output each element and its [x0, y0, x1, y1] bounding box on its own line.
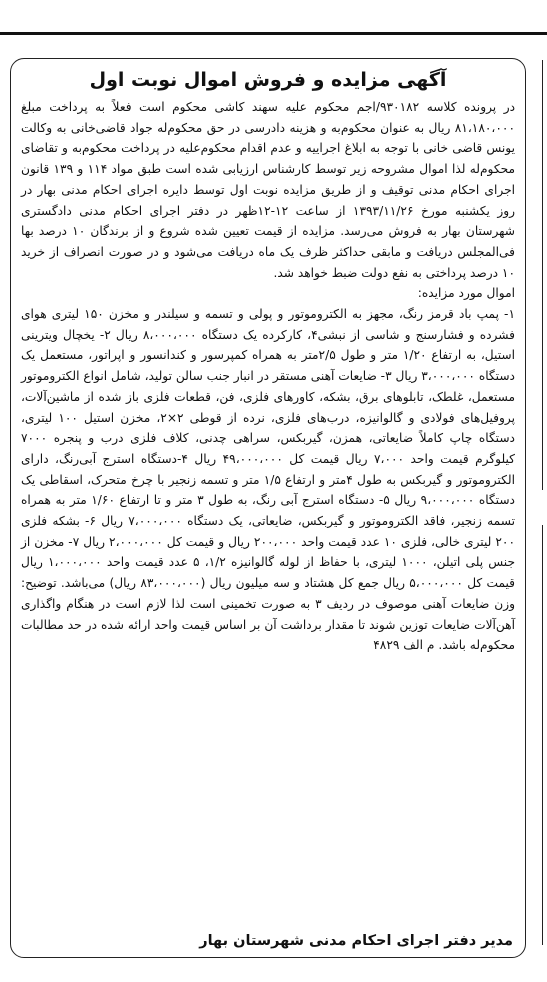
- column-divider-upper: [542, 60, 543, 490]
- notice-box: [10, 58, 526, 958]
- signature: مدیر دفتر اجرای احکام مدنی شهرستان بهار: [199, 933, 513, 949]
- notice-title: آگهی مزایده و فروش اموال نوبت اول: [89, 69, 447, 91]
- top-divider: [0, 32, 547, 35]
- notice-body: [21, 97, 515, 656]
- items-heading: اموال مورد مزایده:: [417, 286, 515, 301]
- items-paragraph: ۱- پمپ باد قرمز رنگ، مجهز به الکتروموتور و پولی و تسمه و سیلندر و مخزن ۱۵۰ لیتری هوای فشرده و فشارسنج و شاسی از نبشی۴، کارکرده یک دستگاه ۸،۰۰۰،۰۰۰ ریال ۲- یخچال ویترینی استیل، به ارتفاع ۱/۲۰ متر و طول ۲/۵متر به همراه کمپرسور و کندانسور و اپراتور، مستعمل یک دستگاه ۳،۰۰۰،۰۰۰ ریال ۳- ضایعات آهنی مستقر در انبار جنب سالن تولید، شامل انواع الکتروموتور مستعمل، غلطک، تابلوهای برق، بشکه، کاورهای فلزی، فن، قطعات فلزی باز شده از ماشین‌آلات، پروفیل‌های فولادی و گالوانیزه، درب‌های فلزی، نرده از قوطی ۲×۲، مخزن استیل ۱۰۰ لیتری، دستگاه چاپ کاملاً ضایعاتی، همزن، گیربکس، سراهی چدنی، کلاف فلزی درب و پنجره ۷۰۰۰ کیلوگرم قیمت واحد ۷،۰۰۰ ریال قیمت کل ۴۹،۰۰۰،۰۰۰ ریال ۴-دستگاه استرج آبی‌رنگ، دارای الکتروموتور و گیربکس به طول ۴متر و ارتفاع ۱/۵ متر و تسمه زنجیر با چرخ متحرک، اسقاطی یک دستگاه ۹،۰۰۰،۰۰۰ ریال ۵- دستگاه استرج آبی رنگ، به طول ۳ متر و تا ارتفاع ۱/۶۰ متر به همراه تسمه زنجیر، فاقد الکتروموتور و گیربکس، ضایعاتی، یک دستگاه ۷،۰۰۰،۰۰۰ ریال ۶- بشکه فلزی ۲۰۰ لیتری خالی، فلزی ۱۰ عدد قیمت واحد ۲۰۰،۰۰۰ ریال و قیمت کل ۲،۰۰۰،۰۰۰ ریال ۷- مخزن از جنس پلی اتیلن، ۱۰۰۰ لیتری، با حفاظ از لوله گالوانیزه ۱/۲، ۵ عدد قیمت واحد ۱،۰۰۰،۰۰۰ ریال قیمت کل ۵،۰۰۰،۰۰۰ ریال جمع کل هشتاد و سه میلیون ریال (۸۳،۰۰۰،۰۰۰ ریال) می‌باشد. توضیح: وزن ضایعات آهنی موصوف در ردیف ۳ به صورت تخمینی است لذا لازم است در هنگام واگذاری آهن‌آلات ضایعات توزین شوند تا مقدار برداشت آن بر اساس قیمت واحد ارائه شده در حد مطالبات محکوم‌له باشد. م الف ۴۸۲۹: [21, 307, 516, 653]
- notice-intro-paragraph: در پرونده کلاسه ۹۳۰۱۸۲/اجم محکوم علیه سهند کاشی محکوم است فعلاً به پرداخت مبلغ ۸۱،۱۸۰،۰۰۰ ریال به عنوان محکوم‌به و هزینه دادرسی در حق محکوم‌له جواد قاضی‌خانی به وکالت یونس قاضی خانی با توجه به ابلاغ اجراییه و عدم اقدام محکوم‌علیه در پرداخت محکوم‌به و تقاضای محکوم‌له لذا اموال مشروحه زیر توسط کارشناس ارزیابی شده است طبق مواد ۱۱۴ و ۱۳۹ قانون اجرای احکام مدنی توقیف و از طریق مزایده نوبت اول توسط دایره اجرای احکام مدنی بهار در روز یکشنبه مورخ ۱۳۹۳/۱۱/۲۶ از ساعت ۱۲-۱۲ظهر در دفتر اجرای احکام مدنی دادگستری شهرستان بهار به فروش می‌رسد. مزایده از قیمت تعیین شده شروع و از برندگان ۱۰ درصد بها فی‌المجلس دریافت و مابقی حداکثر ظرف یک ماه دریافت می‌شود و در صورت انصراف از خرید ۱۰ درصد پرداختی به نفع دولت ضبط خواهد شد.: [21, 100, 516, 280]
- column-divider-lower: [542, 525, 543, 945]
